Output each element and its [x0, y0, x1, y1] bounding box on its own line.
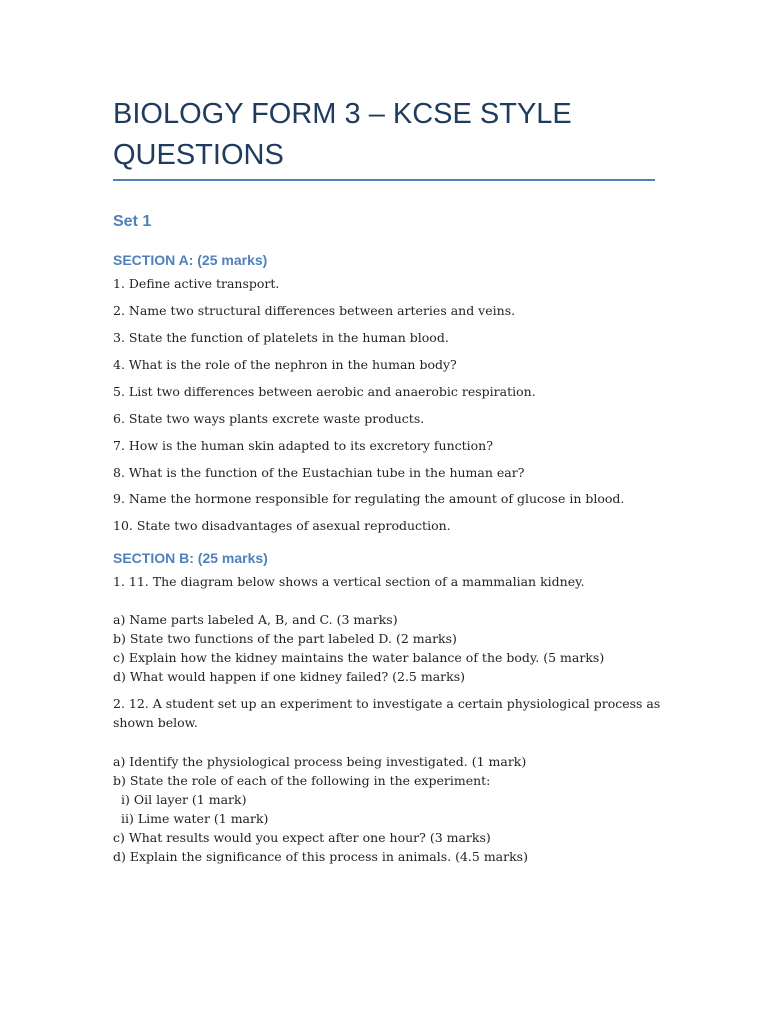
question-11-part-a: a) Name parts labeled A, B, and C. (3 marks) — [113, 612, 398, 627]
section-a-question-5: 5. List two differences between aerobic and anaerobic respiration. — [113, 384, 536, 399]
question-12-stem-line-1: 2. 12. A student set up an experiment to investigate a certain physiological process as — [113, 696, 661, 711]
question-12-part-b: b) State the role of each of the following in the experiment: — [113, 773, 491, 788]
title-divider — [113, 179, 655, 181]
section-a-question-8: 8. What is the function of the Eustachian tube in the human ear? — [113, 465, 525, 480]
question-11-part-b: b) State two functions of the part labeled D. (2 marks) — [113, 631, 457, 646]
section-a-question-2: 2. Name two structural differences between arteries and veins. — [113, 303, 516, 318]
question-12-part-b-ii: ii) Lime water (1 mark) — [121, 811, 269, 826]
section-a-question-7: 7. How is the human skin adapted to its excretory function? — [113, 438, 493, 453]
section-a-question-9: 9. Name the hormone responsible for regulating the amount of glucose in blood. — [113, 491, 625, 506]
question-12-part-a: a) Identify the physiological process being investigated. (1 mark) — [113, 754, 527, 769]
question-11-part-d: d) What would happen if one kidney failed? (2.5 marks) — [113, 669, 466, 684]
section-a-question-6: 6. State two ways plants excrete waste products. — [113, 411, 425, 426]
question-12-part-b-i: i) Oil layer (1 mark) — [121, 792, 247, 807]
set-heading: Set 1 — [113, 213, 152, 230]
question-11-stem: 1. 11. The diagram below shows a vertical section of a mammalian kidney. — [113, 574, 585, 589]
section-a-question-3: 3. State the function of platelets in the human blood. — [113, 330, 449, 345]
document-title: BIOLOGY FORM 3 – KCSE STYLE QUESTIONS — [113, 98, 572, 171]
section-a-heading: SECTION A: (25 marks) — [113, 252, 268, 268]
section-a-question-10: 10. State two disadvantages of asexual reproduction. — [113, 518, 451, 533]
question-11-part-c: c) Explain how the kidney maintains the water balance of the body. (5 marks) — [113, 650, 605, 665]
section-a-question-1: 1. Define active transport. — [113, 276, 280, 291]
question-12-part-c: c) What results would you expect after one hour? (3 marks) — [113, 830, 491, 845]
question-12-part-d: d) Explain the significance of this process in animals. (4.5 marks) — [113, 849, 528, 864]
section-b-heading: SECTION B: (25 marks) — [113, 550, 268, 566]
section-a-question-4: 4. What is the role of the nephron in the human body? — [113, 357, 457, 372]
question-12-stem-line-2: shown below. — [113, 715, 198, 730]
